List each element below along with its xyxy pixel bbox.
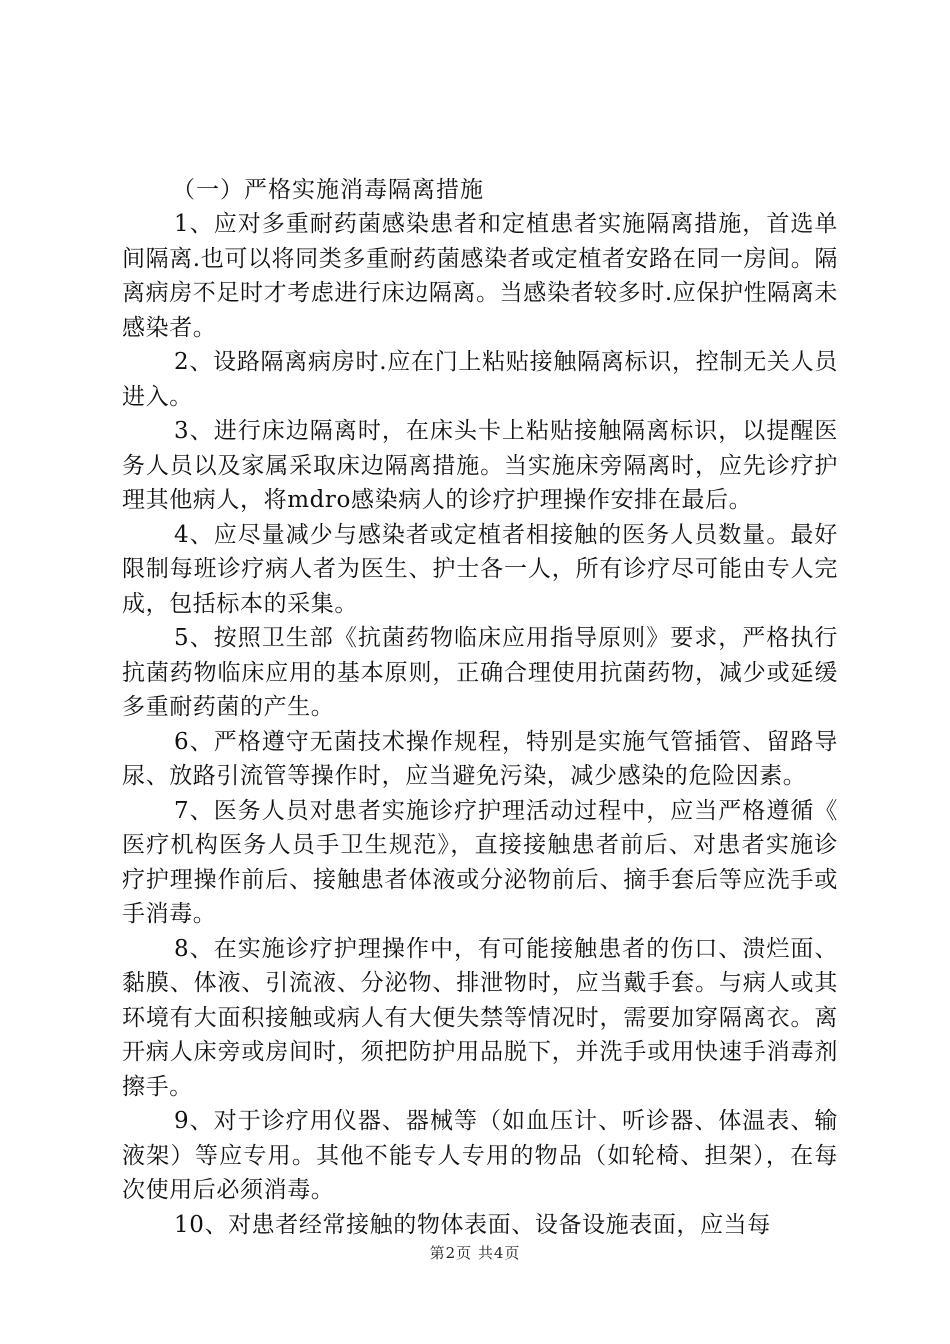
- paragraph-6: 6、严格遵守无菌技术操作规程，特别是实施气管插管、留路导尿、放路引流管等操作时，应当避免污染，减少感染的危险因素。: [122, 728, 838, 789]
- paragraph-4: 4、应尽量减少与感染者或定植者相接触的医务人员数量。最好限制每班诊疗病人者为医生、护士各一人，所有诊疗尽可能由专人完成，包括标本的采集。: [122, 521, 838, 617]
- paragraph-10: 10、对患者经常接触的物体表面、设备设施表面，应当每: [174, 1211, 771, 1238]
- paragraph-1: 1、应对多重耐药菌感染患者和定植患者实施隔离措施，首选单间隔离.也可以将同类多重耐药菌感染者或定植者安路在同一房间。隔离病房不足时才考虑进行床边隔离。当感染者较多时.应保护性隔离未感染者。: [122, 211, 838, 341]
- page-number-footer: 第2页 共4页: [429, 1244, 521, 1262]
- paragraph-3: 3、进行床边隔离时，在床头卡上粘贴接触隔离标识，以提醒医务人员以及家属采取床边隔离措施。当实施床旁隔离时，应先诊疗护理其他病人，将mdro感染病人的诊疗护理操作安排在最后。: [122, 418, 838, 513]
- paragraph-9: 9、对于诊疗用仪器、器械等（如血压计、听诊器、体温表、输液架）等应专用。其他不能专人专用的物品（如轮椅、担架），在每次使用后必须消毒。: [122, 1108, 838, 1203]
- section-heading: （一）严格实施消毒隔离措施: [172, 177, 484, 203]
- paragraph-2: 2、设路隔离病房时.应在门上粘贴接触隔离标识，控制无关人员进入。: [122, 349, 838, 410]
- document-body: [122, 173, 838, 1242]
- paragraph-5: 5、按照卫生部《抗菌药物临床应用指导原则》要求，严格执行抗菌药物临床应用的基本原则，正确合理使用抗菌药物，减少或延缓多重耐药菌的产生。: [122, 625, 838, 720]
- paragraph-7: 7、医务人员对患者实施诊疗护理活动过程中，应当严格遵循《医疗机构医务人员手卫生规范》，直接接触患者前后、对患者实施诊疗护理操作前后、接触患者体液或分泌物前后、摘手套后等应洗手或手消毒。: [122, 797, 838, 927]
- paragraph-8: 8、在实施诊疗护理操作中，有可能接触患者的伤口、溃烂面、黏膜、体液、引流液、分泌物、排泄物时，应当戴手套。与病人或其环境有大面积接触或病人有大便失禁等情况时，需要加穿隔离衣。离开病人床旁或房间时，须把防护用品脱下，并洗手或用快速手消毒剂擦手。: [122, 935, 838, 1100]
